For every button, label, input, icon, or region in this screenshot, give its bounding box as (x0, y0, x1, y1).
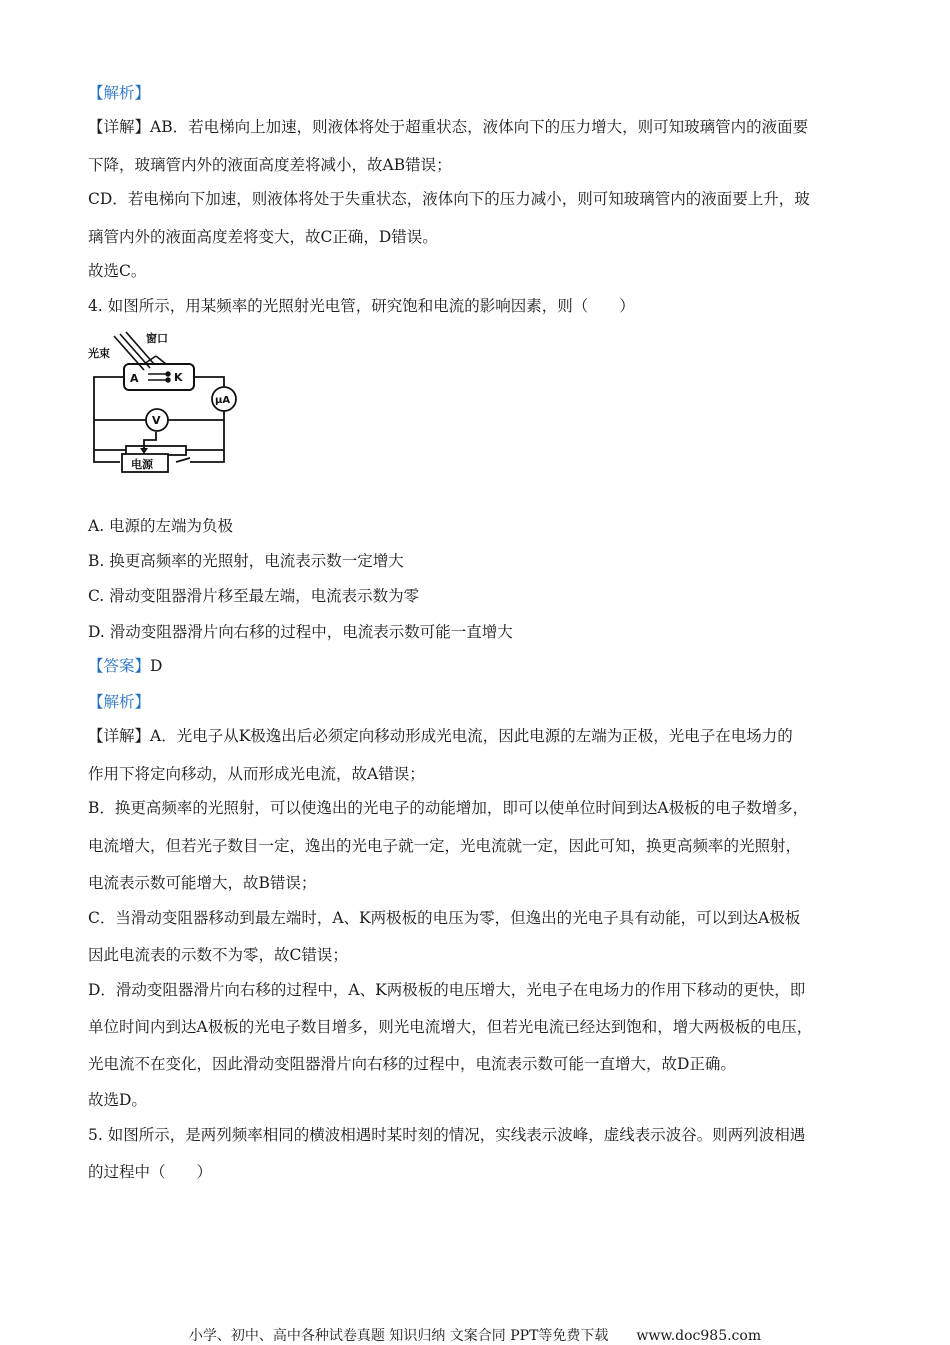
option-d (88, 622, 880, 642)
text-line (88, 836, 880, 856)
line-text: D (150, 657, 163, 675)
text-line (88, 798, 880, 818)
line-text: 4. 如图所示，用某频率的光照射光电管，研究饱和电流的影响因素，则（ ） (88, 297, 635, 315)
section-tag: 【答案】 (88, 657, 151, 675)
text-line (88, 155, 880, 175)
text-line (88, 945, 880, 965)
line-text: 电流增大，但若光子数目一定，逸出的光电子就一定，光电流就一定，因此可知，换更高频率的光照射， (88, 837, 802, 855)
ammeter-label: μA (215, 395, 231, 406)
answer-line (88, 656, 880, 676)
text-line (88, 261, 880, 281)
text-line (88, 83, 880, 103)
text-line (88, 980, 880, 1000)
line-text: CD．若电梯向下加速，则液体将处于失重状态，液体向下的压力减小，则可知玻璃管内的液面要上升，玻 (88, 190, 810, 208)
line-text: 5. 如图所示，是两列频率相同的横波相遇时某时刻的情况，实线表示波峰，虚线表示波谷。则两列波相遇 (88, 1126, 806, 1144)
section-tag: 【解析】 (88, 84, 151, 102)
line-text: C．当滑动变阻器移动到最左端时，A、K两极板的电压为零，但逸出的光电子具有动能，可以到达A极板 (88, 909, 801, 927)
photoelectric-circuit-figure (86, 330, 242, 490)
line-text: 【详解】A．光电子从K极逸出后必须定向移动形成光电流，因此电源的左端为正极，光电子在电场力的 (88, 727, 793, 745)
line-text: 电流表示数可能增大，故B错误； (88, 874, 317, 892)
cathode-label: K (174, 371, 183, 384)
text-line (88, 726, 880, 746)
text-line (88, 873, 880, 893)
text-line (88, 1054, 880, 1074)
line-text: 单位时间内到达A极板的光电子数目增多，则光电流增大，但若光电流已经达到饱和，增大两极板的电压， (88, 1018, 813, 1036)
line-text: D．滑动变阻器滑片向右移的过程中，A、K两极板的电压增大，光电子在电场力的作用下移动的更快，即 (88, 981, 806, 999)
text-line (88, 1017, 880, 1037)
line-text: 因此电流表的示数不为零，故C错误； (88, 946, 348, 964)
line-text: 璃管内外的液面高度差将变大，故C正确，D错误。 (88, 228, 438, 246)
line-text: B．换更高频率的光照射，可以使逸出的光电子的动能增加，即可以使单位时间到达A极板的电子数增多， (88, 799, 809, 817)
line-text: B. 换更高频率的光照射，电流表示数一定增大 (88, 552, 404, 570)
text-line (88, 692, 880, 712)
text-line (88, 117, 880, 137)
section-tag: 【解析】 (88, 693, 151, 711)
question-stem (88, 1125, 880, 1145)
question-stem (88, 296, 880, 316)
option-a (88, 516, 880, 536)
text-line (88, 908, 880, 928)
line-text: 的过程中（ ） (88, 1163, 213, 1181)
text-line (88, 189, 880, 209)
line-text: A. 电源的左端为负极 (88, 517, 234, 535)
line-text: 故选D。 (88, 1091, 147, 1109)
window-label: 窗口 (146, 332, 168, 345)
line-text: 【详解】AB．若电梯向上加速，则液体将处于超重状态，液体向下的压力增大，则可知玻璃管内的液面要 (88, 118, 809, 136)
text-line (88, 764, 880, 784)
page-footer: 小学、初中、高中各种试卷真题 知识归纳 文案合同 PPT等免费下载 www.doc985.com (188, 1328, 762, 1344)
line-text: 光电流不在变化，因此滑动变阻器滑片向右移的过程中，电流表示数可能一直增大，故D正确。 (88, 1055, 736, 1073)
voltmeter-label: V (152, 414, 161, 427)
beam-label: 光束 (88, 347, 110, 360)
text-line (88, 1090, 880, 1110)
line-text: 故选C。 (88, 262, 147, 280)
line-text: 下降，玻璃管内外的液面高度差将减小，故AB错误； (88, 156, 452, 174)
line-text: 作用下将定向移动，从而形成光电流，故A错误； (88, 765, 425, 783)
option-c (88, 586, 880, 606)
source-label: 电源 (131, 458, 153, 471)
anode-label: A (130, 372, 139, 385)
text-line (88, 227, 880, 247)
text-line (88, 1162, 880, 1182)
option-b (88, 551, 880, 571)
line-text: C. 滑动变阻器滑片移至最左端，电流表示数为零 (88, 587, 420, 605)
line-text: D. 滑动变阻器滑片向右移的过程中，电流表示数可能一直增大 (88, 623, 513, 641)
